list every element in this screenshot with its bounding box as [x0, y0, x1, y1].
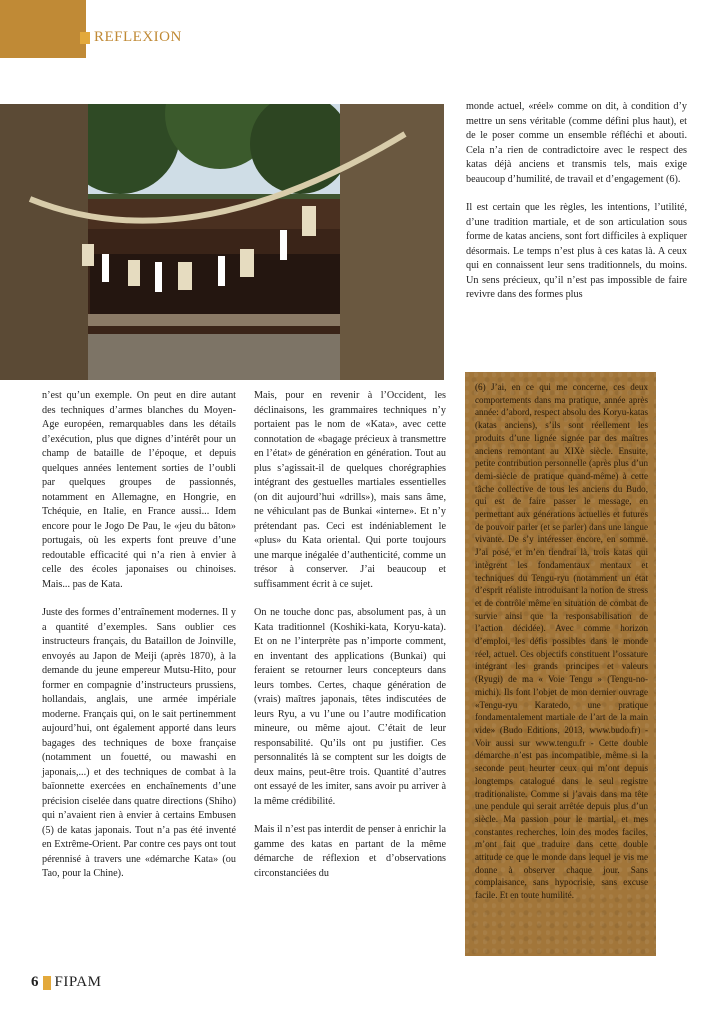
text-column-3: [466, 100, 687, 317]
paragraph: Juste des formes d’entraînement modernes. Il y a quantité d’exemples. Sans oublier ces instructeurs français, du Bataillon de Joinville, envoyés au Japon de Meiji (après 1870), à la demande du jeune empereur Mutsu-Hito, pour former en compagnie d’instructeurs prussiens, hollandais, anglais, une armée impériale moderne. Français qui, on le sait pertinemment aujourd’hui, ont également apporté dans leurs bagages des techniques de boxe française (notamment un fouetté, ou mawashi en japonais,...) et des techniques de combat à la baïonnette exercées en enchaînements d’une précision ciselée dans quatre directions (Shiho) qui n’avaient rien à envier à certains Embusen (5) de katas japonais. Tout n’a pas été inventé en Extrême-Orient. Par contre ces pays ont tout pérennisé à travers une «démarche Kata» (ou Tao, pour la Chine).: [42, 607, 236, 879]
footnote-sidebar: [465, 372, 656, 956]
paragraph: Mais, pour en revenir à l’Occident, les déclinaisons, les grammaires techniques n’y portaient pas le nom de «Kata», avec cette connotation de «bagage précieux à transmettre en l’état» de génération en génération. Tout au plus s’agissait-il de quelques chorégraphies intégrant des gestuelles martiales essentielles (on dit aujourd’hui «drills»), mais sans âme, ne véhiculant pas de Bunkai «interne». Et n’y prétendant pas. Ceci est indéniablement le «plus» du Kata oriental. Qui porte toujours une marque inégalée d’authenticité, comme un trésor à conserver. J’ai beaucoup et suffisamment écrit à ce sujet.: [254, 390, 446, 590]
paragraph: Mais il n’est pas interdit de penser à enrichir la gamme des katas en partant de la même démarche de réflexion et d’observations circonstanciées du: [254, 824, 446, 879]
page-number: 6: [31, 974, 39, 990]
paragraph: monde actuel, «réel» comme on dit, à condition d’y mettre un sens véritable (comme défini plus haut), et de le poser comme un ensemble réfléchi et abouti. Cela n’a rien de contradictoire avec le respect des katas déjà anciens et transmis tels, mais exige beaucoup d’humilité, de travail et d’engagement (6).: [466, 101, 687, 185]
section-marker: [80, 32, 90, 44]
text-column-1: [42, 389, 236, 896]
page-footer: [31, 974, 101, 991]
corner-accent-block: [0, 0, 86, 58]
section-title: REFLEXION: [94, 29, 182, 45]
paragraph: n’est qu’un exemple. On peut en dire autant des techniques d’armes blanches du Moyen-Age européen, remarquables dans les détails d’exécution, plus que dignes d’intérêt pour un champ de bataille de l’époque, et depuis quelques années lentement sorties de l’oubli par quelques groupes de passionnés, notamment en Allemagne, en Hongrie, en Tchéquie, en Italie, en France aussi... Idem encore pour le Jogo De Pau, le «jeu du bâton» portugais, où les experts font preuve d’une redoutable efficacité qui n’a rien à envier à celle des écoles japonaises ou chinoises. Mais... pas de Kata.: [42, 390, 236, 590]
text-column-2: [254, 389, 446, 895]
paragraph: Il est certain que les règles, les intentions, l’utilité, d’une tradition martiale, et de son articulation sous forme de katas anciens, sont fort difficiles à expliquer désormais. Le temps n’est plus à ces katas là. A ceux qui en connaissent leur sens traditionnels, du moins. Un sens précieux, qu’il n’est pas impossible de faire revivre dans des formes plus: [466, 202, 687, 300]
shrine-photo: [0, 104, 444, 380]
footer-marker: [43, 976, 51, 990]
paragraph: On ne touche donc pas, absolument pas, à un Kata traditionnel (Koshiki-kata, Koryu-kata). Et on ne l’interprète pas n’importe comment, en inventant des applications (Bunkai) qui feraient se retourner leurs concepteurs dans leurs tombes. Certes, chaque génération de (vrais) maîtres japonais, têtes indiscutées de leurs Ryu, a vu l’une ou l’autre modification mineure, ou même ajout. C’était de leur responsabilité. Qu’ils ont pu justifier. Ces personnalités là se comptent sur les doigts de deux mains, peut-être trois. Quantité d’autres ont essayé de les imiter, sans avoir pu arriver à la même crédibilité.: [254, 607, 446, 807]
publication-name: FIPAM: [54, 974, 102, 990]
section-label: [80, 29, 182, 46]
footnote-text: (6) J’ai, en ce qui me concerne, ces deux comportements dans ma pratique, année après année: d’abord, respect absolu des Koryu-katas (katas anciens), s’ils sont réellement les produits d’une lignée signée par des maîtres anciens remontant au XIXè siècle. Ensuite, petite contribution personnelle (après plus d’un demi-siècle de pratique quand-même) à cette tâche collective de tous les anciens du Budo, qui est de faire passer le message, en permettant aux générations actuelles et futures de pouvoir parler (et se parler) dans une langue vivante. De s’y intéresser encore, en somme. J’ai posé, et m’en tiendrai là, trois katas qui intègrent les fondamentaux mentaux et techniques du Tengu-ryu (notamment un état d’esprit réaliste introduisant la notion de stress et de contrôle même en situation de combat de survie ainsi que la responsabilisation de l’action décidée). Avec comme horizon d’emploi, les défis possibles dans le monde réel, actuel. Ces objectifs constituent l’ossature intégrant les grands principes et valeurs (Ryugi) de ma « Voie Tengu » (Tengu-no-michi). Ils font l’objet de mon dernier ouvrage «Tengu-ryu Karatedo, une pratique fondamentalement martiale de l’art de la main vide» (Budo Editions, 2013, www.budo.fr) - Voir aussi sur www.tengu.fr - Cette double démarche n’est pas incompatible, même si la seconde peut heurter ceux qui m’ont depuis longtemps catalogué dans le seul registre traditionaliste. Comme si j’avais dans ma tête une pendule qui serait arrêtée depuis plus d’un siècle. Ma passion pour le martial, et mes constantes recherches, loin des modes faciles, m’ont fait que traduire dans cette double attitude ce que le monde dans lequel je vis me donne à observer chaque jour. Sans complaisance, sans hypocrisie, sans excuse facile. Et en toute humilité.: [475, 382, 648, 901]
